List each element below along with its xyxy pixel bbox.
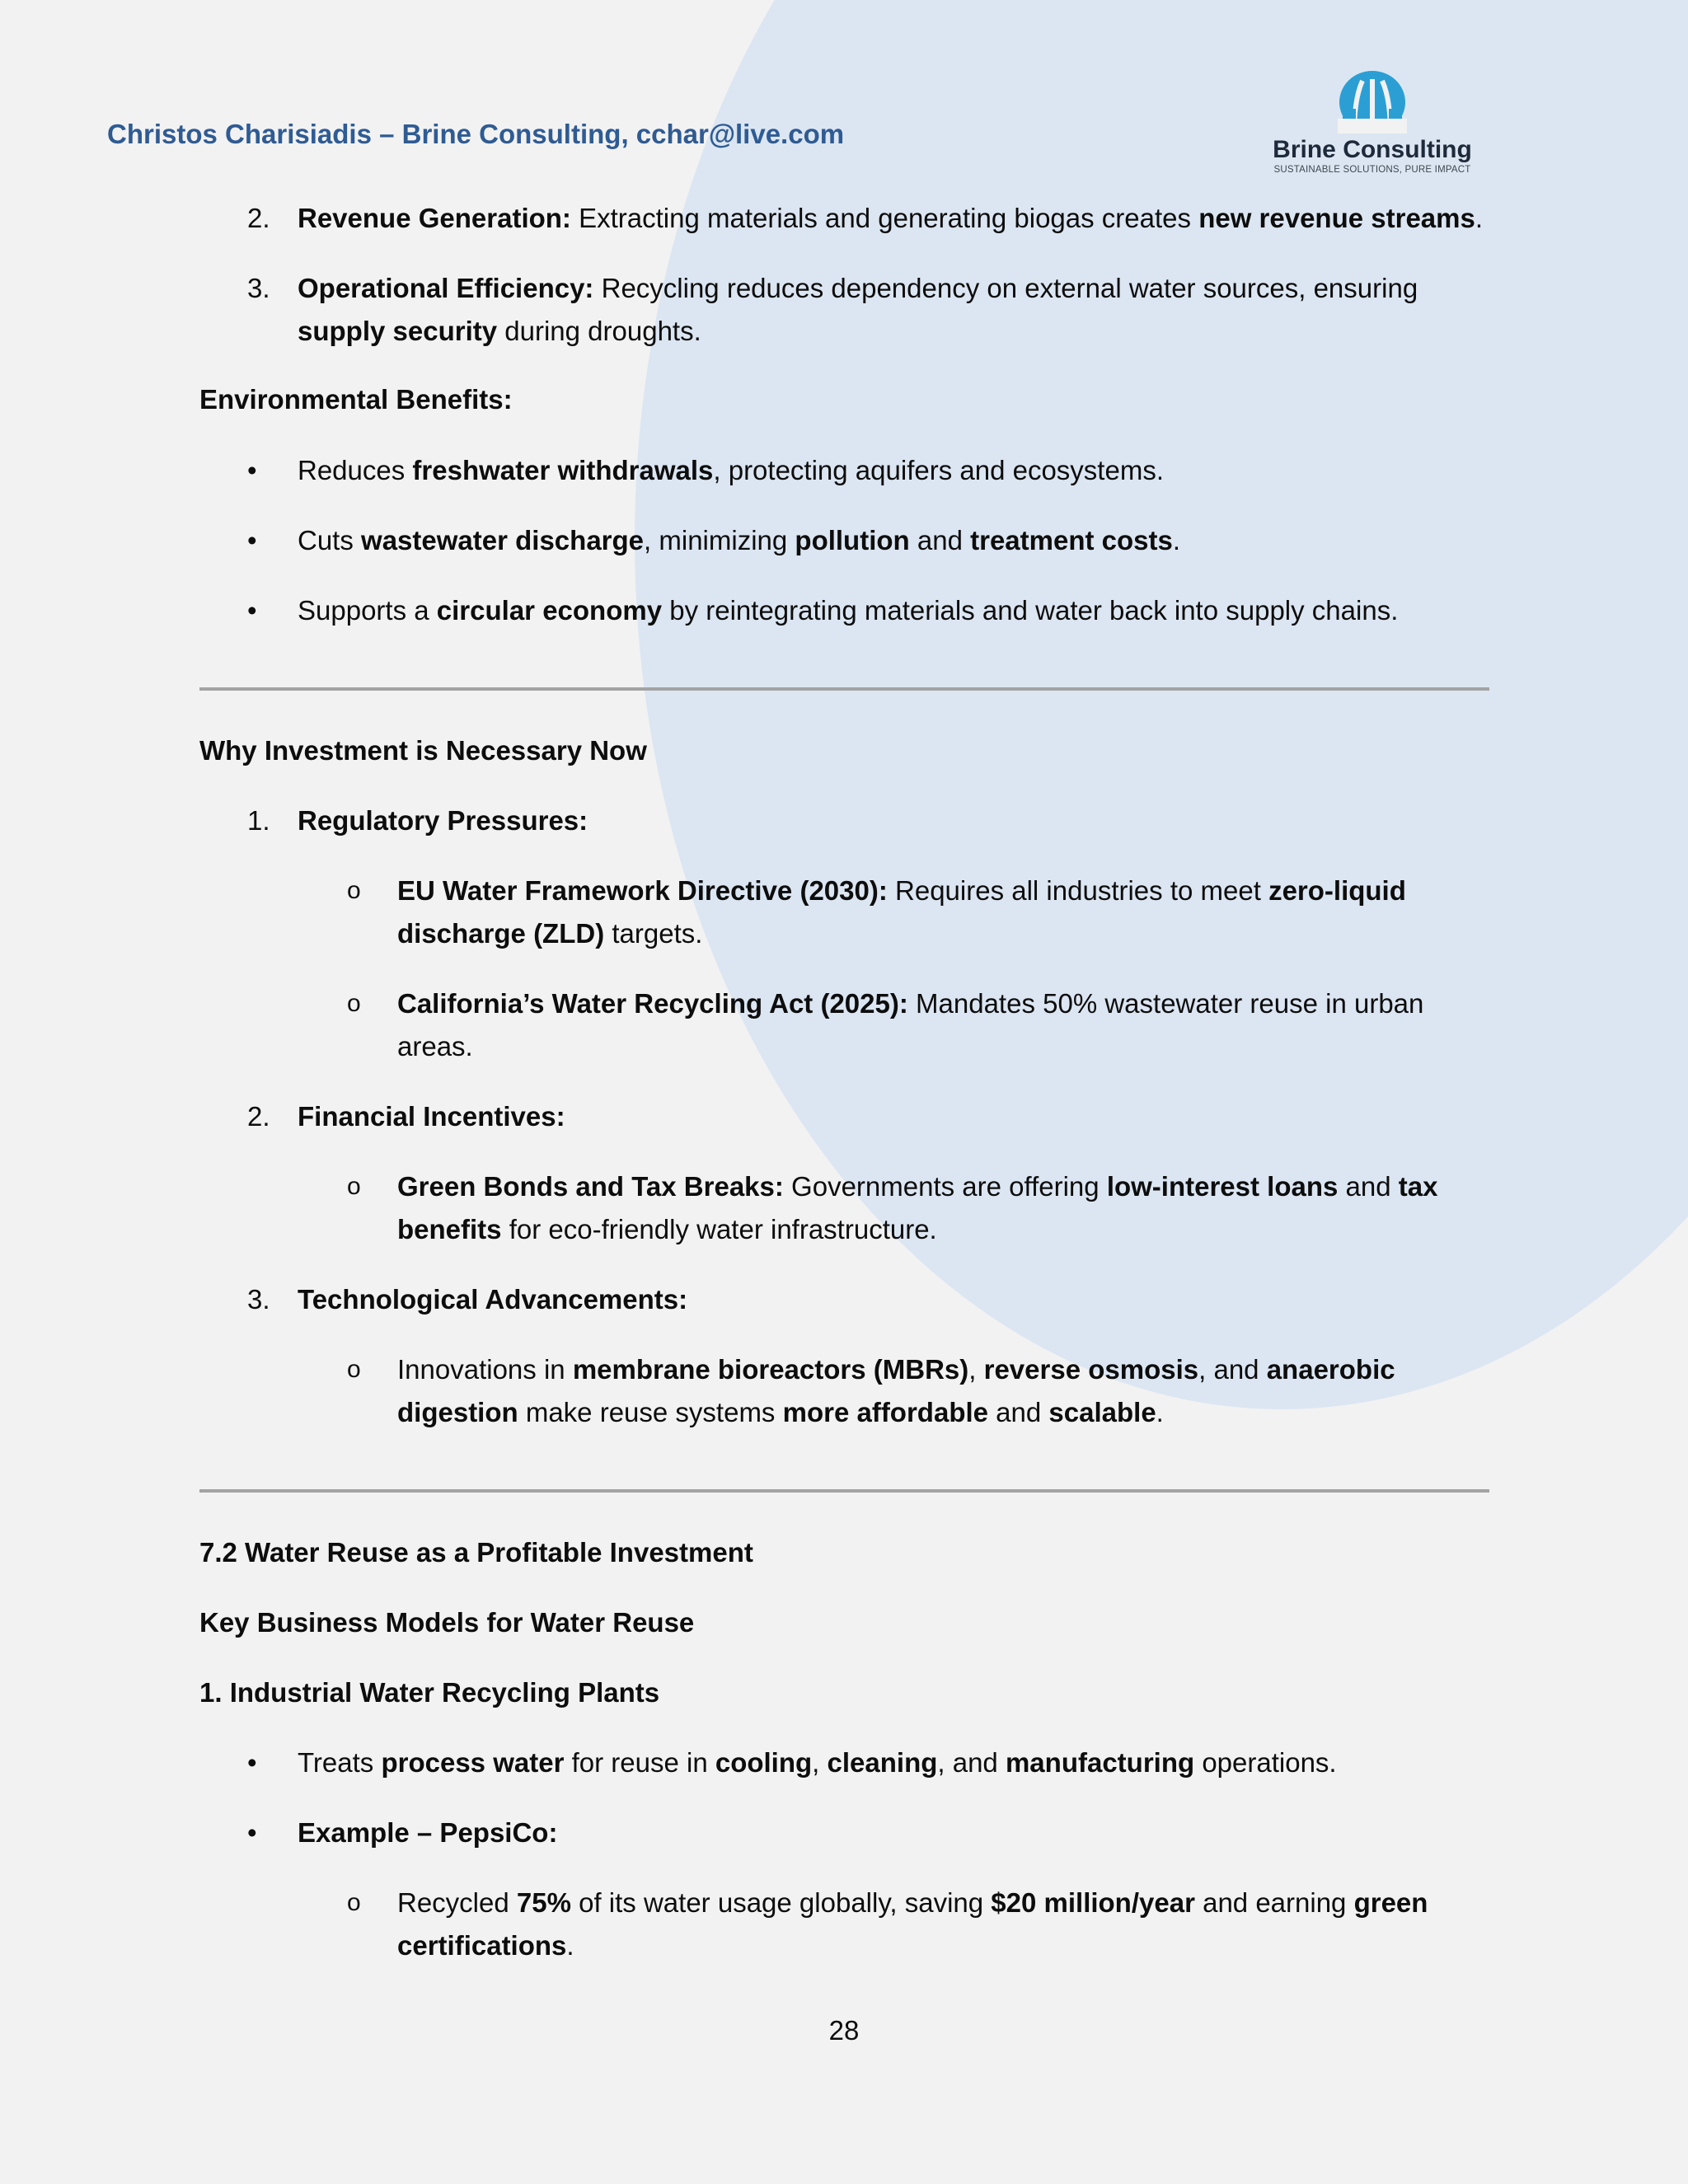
sub-item-continuation: benefits for eco-friendly water infrastructure.: [397, 1214, 937, 1244]
sub-item-continuation: digestion make reuse systems more affordable and scalable.: [397, 1397, 1164, 1427]
sub-item-pepsico: Recycled 75% of its water usage globally, saving $20 million/year and earning green: [397, 1887, 1428, 1918]
circle-bullet-icon: o: [347, 1173, 361, 1200]
sub-item-innovations: Innovations in membrane bioreactors (MBRs), reverse osmosis, and anaerobic: [397, 1354, 1395, 1385]
bullet-icon: •: [247, 1817, 257, 1848]
list-item-operational-efficiency: Operational Efficiency: Recycling reduces dependency on external water sources, ensuring: [298, 273, 1418, 303]
list-number: 2.: [247, 203, 270, 233]
environmental-benefits-heading: Environmental Benefits:: [199, 384, 513, 415]
circle-bullet-icon: o: [347, 877, 361, 904]
logo-tagline: SUSTAINABLE SOLUTIONS, PURE IMPACT: [1273, 165, 1471, 175]
list-number: 2.: [247, 1101, 270, 1132]
logo-name: Brine Consulting: [1273, 136, 1472, 163]
model-1-heading: 1. Industrial Water Recycling Plants: [199, 1677, 660, 1708]
section-7-2-heading: 7.2 Water Reuse as a Profitable Investment: [199, 1537, 753, 1568]
circle-bullet-icon: o: [347, 1889, 361, 1916]
sub-item-green-bonds: Green Bonds and Tax Breaks: Governments are offering low-interest loans and tax: [397, 1171, 1438, 1202]
sub-item-continuation: certifications.: [397, 1930, 574, 1961]
bullet-item: Reduces freshwater withdrawals, protecting aquifers and ecosystems.: [298, 455, 1164, 485]
bullet-icon: •: [247, 595, 257, 626]
sub-item-continuation: areas.: [397, 1031, 473, 1062]
sub-item-eu-directive: EU Water Framework Directive (2030): Requires all industries to meet zero-liquid: [397, 875, 1406, 906]
sub-item-continuation: discharge (ZLD) targets.: [397, 918, 703, 949]
page-number: 28: [828, 2015, 860, 2046]
author-header: Christos Charisiadis – Brine Consulting, cchar@live.com: [107, 119, 845, 149]
circle-bullet-icon: o: [347, 990, 361, 1017]
list-item-regulatory-pressures: Regulatory Pressures:: [298, 805, 588, 836]
list-item-technological-advancements: Technological Advancements:: [298, 1284, 688, 1315]
list-number: 3.: [247, 273, 270, 303]
bullet-icon: •: [247, 1747, 257, 1778]
list-number: 1.: [247, 805, 270, 836]
list-item-financial-incentives: Financial Incentives:: [298, 1101, 565, 1132]
circle-bullet-icon: o: [347, 1356, 361, 1383]
why-investment-heading: Why Investment is Necessary Now: [199, 735, 647, 766]
logo-mark-icon: [1338, 66, 1407, 134]
list-item-continuation: supply security during droughts.: [298, 316, 701, 346]
list-number: 3.: [247, 1284, 270, 1315]
sub-item-california-act: California’s Water Recycling Act (2025): Mandates 50% wastewater reuse in urban: [397, 988, 1424, 1019]
bullet-item: Treats process water for reuse in cooling, cleaning, and manufacturing operations.: [298, 1747, 1337, 1778]
bullet-item: Supports a circular economy by reintegrating materials and water back into supply chains.: [298, 595, 1399, 626]
list-item-revenue-generation: Revenue Generation: Extracting materials and generating biogas creates new revenue streams.: [298, 203, 1484, 233]
section-divider: [199, 687, 1489, 691]
section-divider: [199, 1489, 1489, 1493]
brine-consulting-logo: [1265, 66, 1479, 185]
business-models-heading: Key Business Models for Water Reuse: [199, 1607, 695, 1638]
bullet-icon: •: [247, 525, 257, 555]
bullet-item-example: Example – PepsiCo:: [298, 1817, 558, 1848]
bullet-icon: •: [247, 455, 257, 485]
bullet-item: Cuts wastewater discharge, minimizing pollution and treatment costs.: [298, 525, 1181, 555]
